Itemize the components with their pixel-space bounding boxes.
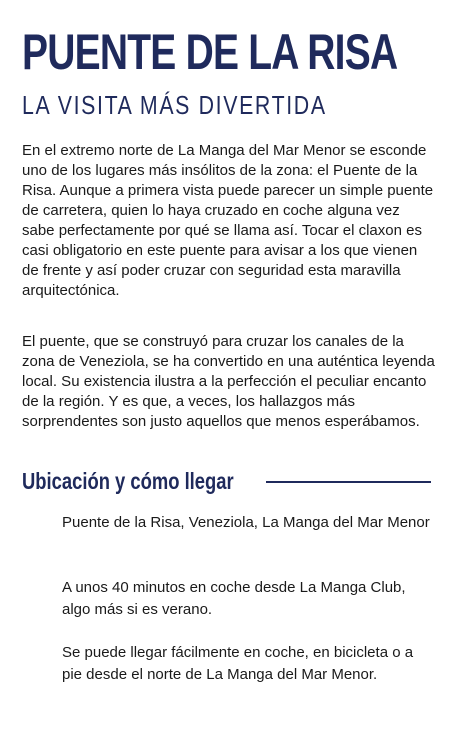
body-paragraph-2: El puente, que se construyó para cruzar los canales de la zona de Veneziola, se ha convertido en una auténtica leyenda local. Su existencia ilustra a la perfección el peculiar encanto de la región. Y es que, a veces, los hallazgos más sorprendentes son justo aquellos que menos esperábamos. (22, 333, 435, 430)
location-access: Se puede llegar fácilmente en coche, en bicicleta o a pie desde el norte de La Manga del Mar Menor. (62, 644, 414, 683)
page-subtitle: LA VISITA MÁS DIVERTIDA (22, 90, 327, 120)
page-title: PUENTE DE LA RISA (22, 24, 398, 80)
heading-divider (266, 481, 431, 483)
location-travel-time: A unos 40 minutos en coche desde La Manga Club, algo más si es verano. (62, 579, 406, 618)
location-address: Puente de la Risa, Veneziola, La Manga del Mar Menor (62, 514, 430, 531)
location-heading: Ubicación y cómo llegar (22, 468, 234, 494)
body-paragraph-1: En el extremo norte de La Manga del Mar Menor se esconde uno de los lugares más insólitos de la zona: el Puente de la Risa. Aunque a primera vista puede parecer un simple puente de carretera, quien lo haya cruzado en coche alguna vez sabe perfectamente por qué se llama así. Tocar el claxon es casi obligatorio en este puente para avisar a los que vienen de frente y así poder cruzar con seguridad esta maravilla arquitectónica. (22, 142, 434, 299)
